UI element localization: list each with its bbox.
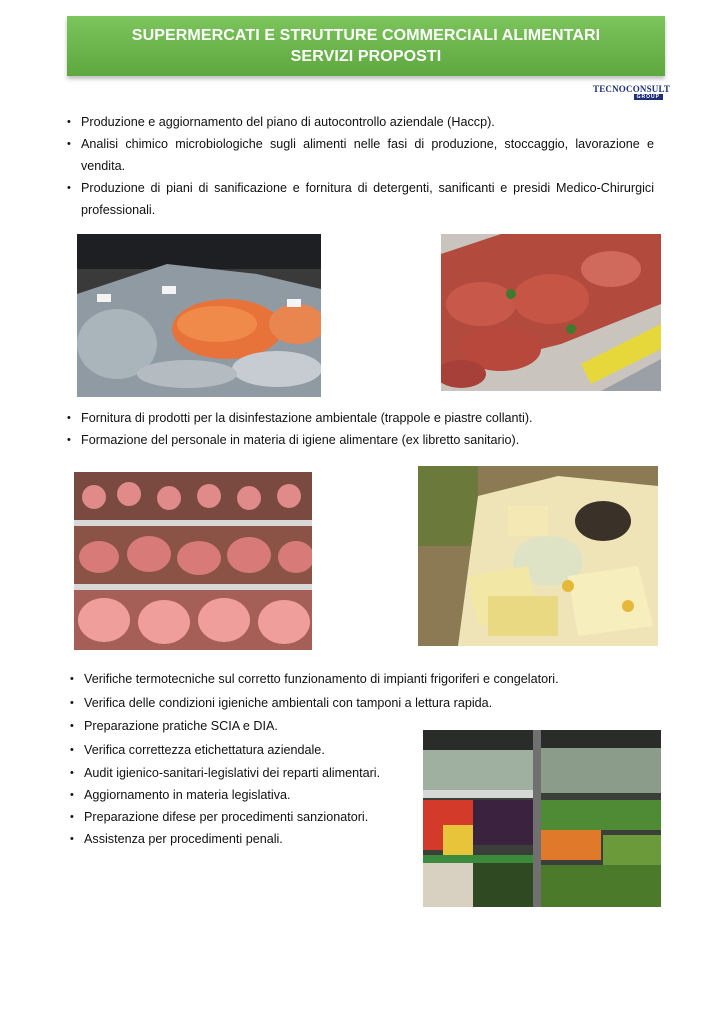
page-subtitle: SERVIZI PROPOSTI xyxy=(290,48,442,65)
list-item: • Fornitura di prodotti per la disinfestazione ambientale (trappole e piastre collanti). xyxy=(67,407,654,429)
list-item: • Verifica correttezza etichettatura aziendale. xyxy=(70,739,630,763)
list-item: • Formazione del personale in materia di igiene alimentare (ex libretto sanitario). xyxy=(67,429,654,451)
meat-counter-photo xyxy=(441,234,661,391)
list-item: • Produzione e aggiornamento del piano di autocontrollo aziendale (Haccp). xyxy=(67,111,654,133)
page-title: SUPERMERCATI E STRUTTURE COMMERCIALI ALIMENTARI xyxy=(131,27,601,44)
list-item: • Assistenza per procedimenti penali. xyxy=(70,828,630,850)
vegetables-shelf-photo xyxy=(423,730,661,907)
list-item: • Produzione di piani di sanificazione e fornitura di detergenti, sanificanti e presidi Medico-Chirurgici professionali. xyxy=(67,177,654,221)
list-item: • Aggiornamento in materia legislativa. xyxy=(70,784,630,806)
services-list-1 xyxy=(67,111,654,221)
fish-counter-photo xyxy=(77,234,321,397)
company-logo: TECNOCONSULT GROUP xyxy=(593,84,671,100)
cured-meats-photo xyxy=(74,472,312,650)
list-item: • Verifiche termotecniche sul corretto funzionamento di impianti frigoriferi e congelatori. xyxy=(70,668,630,692)
list-item: • Audit igienico-sanitari-legislativi dei reparti alimentari. xyxy=(70,762,630,784)
list-item: • Preparazione pratiche SCIA e DIA. xyxy=(70,715,630,739)
services-list-2 xyxy=(67,407,654,451)
list-item: • Verifica delle condizioni igieniche ambientali con tamponi a lettura rapida. xyxy=(70,692,630,716)
header-banner xyxy=(67,16,665,76)
list-item: • Analisi chimico microbiologiche sugli alimenti nelle fasi di produzione, stoccaggio, lavorazione e vendita. xyxy=(67,133,654,177)
cheese-counter-photo xyxy=(418,466,658,646)
list-item: • Preparazione difese per procedimenti sanzionatori. xyxy=(70,806,630,828)
